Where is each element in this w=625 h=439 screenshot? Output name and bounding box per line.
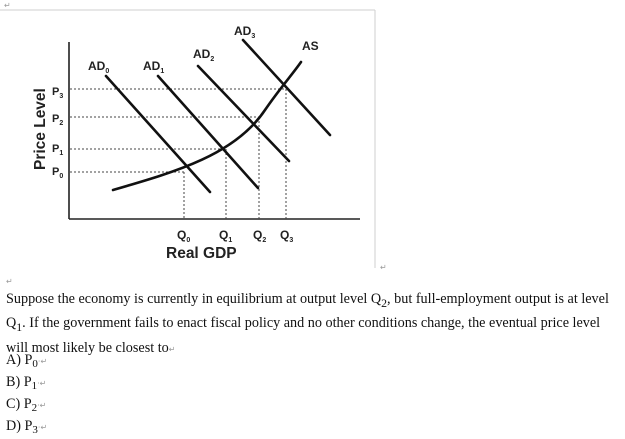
- q3-label: $Q_3$: [280, 228, 294, 244]
- as-curve: [113, 62, 301, 190]
- paragraph-mark: ↵: [4, 1, 11, 10]
- ad0-label: $AD_0$: [88, 59, 110, 75]
- question-text: Suppose the economy is currently in equilibrium at output level $Q_2$, but full-employment output is at level $Q_1$. If the government fails to enact fiscal policy and no other conditions change, the eventual price level will most likely be closest to↵: [6, 291, 609, 356]
- ad2-label: $AD_2$: [193, 47, 215, 63]
- ad2-curve: [198, 66, 289, 161]
- p0-label: $P_0$: [52, 166, 64, 180]
- q2-label: $Q_2$: [253, 228, 267, 244]
- ad3-label: $AD_3$: [234, 24, 256, 40]
- x-axis-label: Real GDP: [166, 245, 237, 262]
- p1-label: $P_1$: [52, 143, 64, 157]
- option-d[interactable]: D) $P_3\cdot↵$: [6, 418, 48, 436]
- as-label: AS: [302, 39, 319, 53]
- q0-label: $Q_0$: [177, 228, 191, 244]
- option-b[interactable]: B) $P_1\cdot↵$: [6, 374, 47, 392]
- option-a[interactable]: A) $P_0\cdot↵$: [6, 352, 48, 370]
- y-axis-label: Price Level: [32, 88, 49, 170]
- q1-label: $Q_1$: [219, 228, 233, 244]
- paragraph-mark: ↵: [380, 263, 387, 272]
- ad-as-diagram: [0, 0, 380, 270]
- p2-label: $P_2$: [52, 113, 64, 127]
- paragraph-mark: ↵: [6, 277, 13, 286]
- option-c[interactable]: C) $P_2\cdot↵$: [6, 396, 47, 414]
- p3-label: $P_3$: [52, 86, 64, 100]
- ad0-curve: [106, 76, 210, 192]
- ad1-label: $AD_1$: [143, 59, 165, 75]
- paragraph-mark: ↵: [168, 344, 176, 354]
